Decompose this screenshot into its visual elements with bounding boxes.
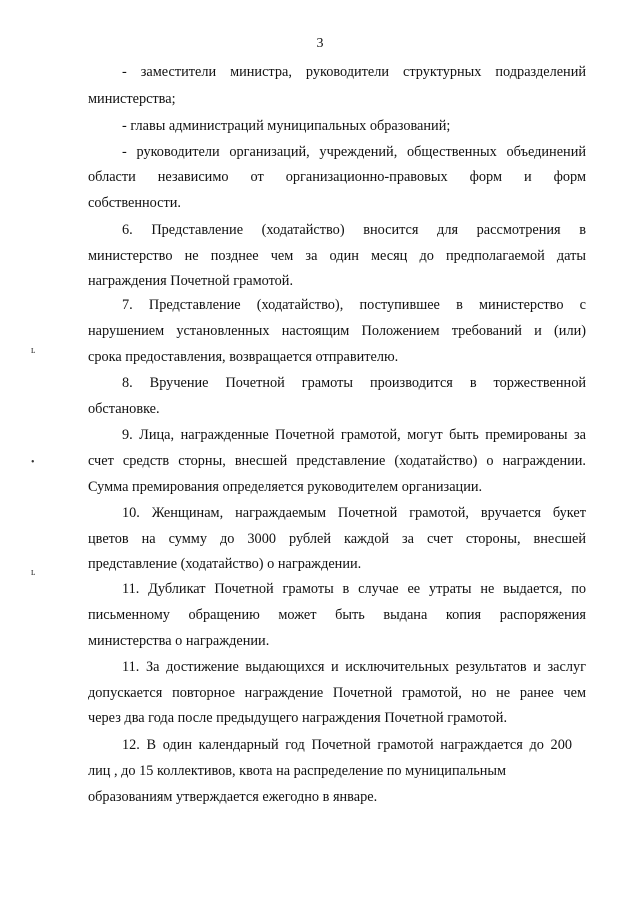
text-line: 11. Дубликат Почетной грамоты в случае ее утраты не выдается, по bbox=[122, 581, 586, 597]
text-line: через два года после предыдущего награждения Почетной грамотой. bbox=[88, 710, 508, 726]
text-line: представление (ходатайство) о награждении. bbox=[88, 556, 362, 572]
page-number: 3 bbox=[316, 36, 324, 51]
text-line: области независимо от организационно-правовых форм и форм bbox=[88, 169, 586, 185]
text-line: - главы администраций муниципальных образований; bbox=[122, 118, 451, 134]
text-line: министерство не позднее чем за один месяц до предполагаемой даты bbox=[88, 248, 586, 264]
margin-mark: • bbox=[31, 457, 35, 468]
text-line: срока предоставления, возвращается отправителю. bbox=[88, 349, 399, 365]
text-line: министерства о награждении. bbox=[88, 633, 270, 649]
text-line: 8. Вручение Почетной грамоты производится в торжественной bbox=[122, 375, 586, 391]
text-line: письменному обращению может быть выдана копия распоряжения bbox=[88, 607, 586, 623]
text-line: - руководители организаций, учреждений, общественных объединений bbox=[122, 144, 586, 160]
text-line: 7. Представление (ходатайство), поступившее в министерство с bbox=[122, 297, 586, 313]
text-line: допускается повторное награждение Почетной грамотой, но не ранее чем bbox=[88, 685, 586, 701]
text-line: 10. Женщинам, награждаемым Почетной грамотой, вручается букет bbox=[122, 505, 586, 521]
text-line: 11. За достижение выдающихся и исключительных результатов и заслуг bbox=[122, 659, 586, 675]
text-line: счет средств сторны, внесшей представление (ходатайство) о награждении. bbox=[88, 453, 586, 469]
text-line: 12. В один календарный год Почетной грамотой награждается до 200 bbox=[122, 737, 572, 753]
text-line: награждения Почетной грамотой. bbox=[88, 273, 294, 289]
text-line: 6. Представление (ходатайство) вносится для рассмотрения в bbox=[122, 222, 586, 238]
text-line: нарушением установленных настоящим Положением требований и (или) bbox=[88, 323, 586, 339]
text-line: лиц , до 15 коллективов, квота на распределение по муниципальным bbox=[88, 763, 507, 779]
text-line: 9. Лица, награжденные Почетной грамотой, могут быть премированы за bbox=[122, 427, 586, 443]
text-line: Сумма премирования определяется руководителем организации. bbox=[88, 479, 483, 495]
text-line: цветов на сумму до 3000 рублей каждой за счет стороны, внесшей bbox=[88, 531, 586, 547]
text-line: образованиям утверждается ежегодно в январе. bbox=[88, 789, 378, 805]
text-line: собственности. bbox=[88, 195, 181, 211]
margin-mark: ʟ bbox=[31, 345, 36, 356]
margin-mark: ʟ bbox=[31, 567, 36, 578]
text-line: обстановке. bbox=[88, 401, 160, 417]
text-line: - заместители министра, руководители структурных подразделений bbox=[122, 64, 586, 80]
text-line: министерства; bbox=[88, 91, 176, 107]
